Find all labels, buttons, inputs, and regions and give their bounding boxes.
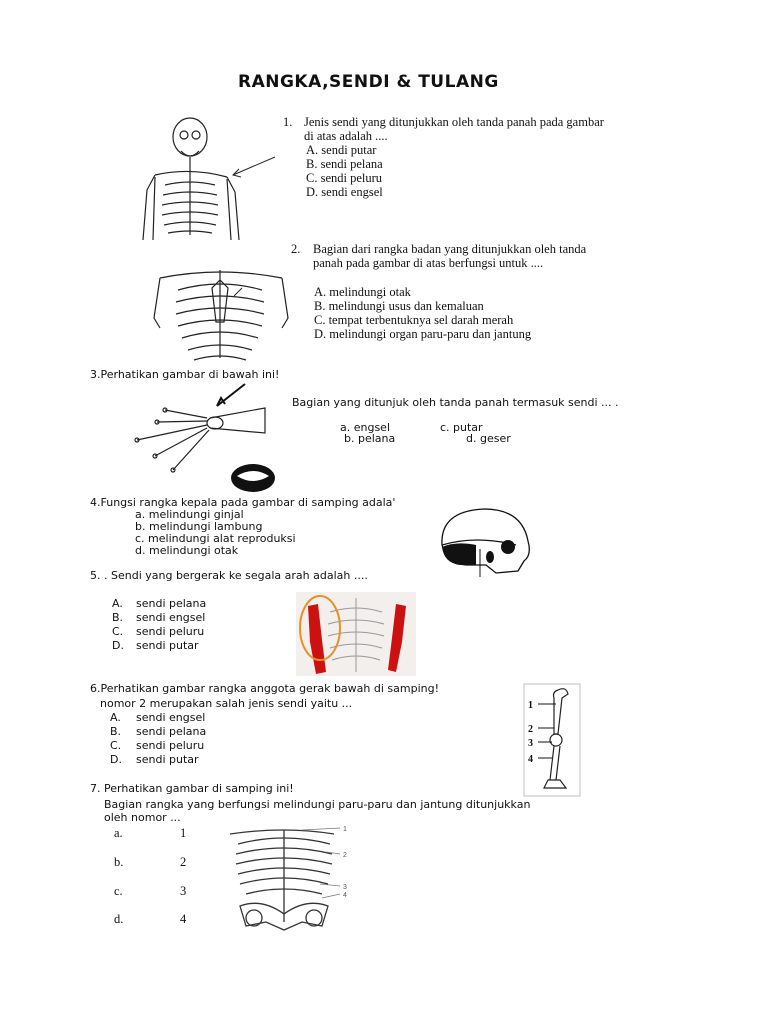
q7-letter-c: c. <box>114 884 123 898</box>
q6-letter-c: C. <box>110 739 122 752</box>
shoulder-joint-figure <box>296 592 416 676</box>
q3-option-a[interactable]: a. engsel <box>340 421 391 434</box>
q5-option-a[interactable]: sendi pelana <box>136 597 207 610</box>
q6-option-b[interactable]: sendi pelana <box>136 725 207 738</box>
q6-question-line1: 6.Perhatikan gambar rangka anggota gerak bawah di samping! <box>90 682 440 695</box>
q7-question-line2: Bagian rangka yang berfungsi melindungi paru-paru dan jantung ditunjukkan <box>104 798 531 811</box>
q5-option-d[interactable]: sendi putar <box>136 639 199 652</box>
q6-question-line2: nomor 2 merupakan salah jenis sendi yaitu ... <box>100 697 353 710</box>
q2-option-b[interactable]: B. melindungi usus dan kemaluan <box>314 299 484 313</box>
q1-option-d[interactable]: D. sendi engsel <box>306 185 383 199</box>
q7-question-line3: oleh nomor ... <box>104 811 181 824</box>
q5-option-b[interactable]: sendi engsel <box>136 611 206 624</box>
rib-cage-figure <box>150 258 300 368</box>
q3-option-d[interactable]: d. geser <box>466 432 511 445</box>
q2-number: 2. <box>291 242 301 256</box>
q4-option-b[interactable]: b. melindungi lambung <box>135 520 263 533</box>
q6-figure-label-3: 3 <box>528 738 533 749</box>
q2-option-d[interactable]: D. melindungi organ paru-paru dan jantung <box>314 327 532 341</box>
q3-option-b[interactable]: b. pelana <box>344 432 396 445</box>
q4-option-a[interactable]: a. melindungi ginjal <box>135 508 244 521</box>
q2-option-c[interactable]: C. tempat terbentuknya sel darah merah <box>314 313 514 327</box>
q6-figure-label-4: 4 <box>528 754 533 765</box>
q6-letter-d: D. <box>110 753 122 766</box>
q5-question: 5. . Sendi yang bergerak ke segala arah adalah .... <box>90 569 368 582</box>
q7-figure-label-4: 4 <box>343 892 347 899</box>
skeleton-upper-body-figure <box>135 115 285 245</box>
q6-letter-b: B. <box>110 725 122 738</box>
q1-question-line2: di atas adalah .... <box>304 129 388 143</box>
q4-option-c[interactable]: c. melindungi alat reproduksi <box>135 532 296 545</box>
q6-letter-a: A. <box>110 711 121 724</box>
q7-letter-d: d. <box>114 912 124 926</box>
q7-letter-a: a. <box>114 826 123 840</box>
hand-bones-figure <box>125 378 275 498</box>
q3-option-c[interactable]: c. putar <box>440 421 483 434</box>
q6-option-d[interactable]: sendi putar <box>136 753 199 766</box>
q1-option-a[interactable]: A. sendi putar <box>306 143 377 157</box>
leg-bones-figure <box>524 684 580 796</box>
q4-question: 4.Fungsi rangka kepala pada gambar di samping adala' <box>90 496 396 509</box>
q7-option-b[interactable]: 2 <box>180 855 187 869</box>
page-title: RANGKA,SENDI & TULANG <box>238 72 499 92</box>
q5-letter-b: B. <box>112 611 124 624</box>
q2-question-line1: Bagian dari rangka badan yang ditunjukkan oleh tanda <box>313 242 587 256</box>
q7-figure-label-2: 2 <box>343 852 347 859</box>
q6-figure-label-1: 1 <box>528 700 533 711</box>
q6-option-c[interactable]: sendi peluru <box>136 739 205 752</box>
q7-letter-b: b. <box>114 855 124 869</box>
skull-figure <box>436 505 536 580</box>
q1-number: 1. <box>283 115 293 129</box>
q1-option-c[interactable]: C. sendi peluru <box>306 171 383 185</box>
q7-figure-label-1: 1 <box>343 826 347 833</box>
q5-letter-d: D. <box>112 639 124 652</box>
q6-figure-label-2: 2 <box>528 724 533 735</box>
q7-figure-label-3: 3 <box>343 884 347 891</box>
q7-option-a[interactable]: 1 <box>180 826 187 840</box>
q3-intro: 3.Perhatikan gambar di bawah ini! <box>90 368 280 381</box>
q4-option-d[interactable]: d. melindungi otak <box>135 544 239 557</box>
q1-question-line1: Jenis sendi yang ditunjukkan oleh tanda panah pada gambar <box>304 115 604 129</box>
torso-skeleton-figure <box>222 822 358 934</box>
q5-option-c[interactable]: sendi peluru <box>136 625 205 638</box>
q2-option-a[interactable]: A. melindungi otak <box>314 285 411 299</box>
q3-question: Bagian yang ditunjuk oleh tanda panah termasuk sendi ... . <box>292 396 619 409</box>
q7-option-d[interactable]: 4 <box>180 912 187 926</box>
q1-option-b[interactable]: B. sendi pelana <box>306 157 383 171</box>
q7-option-c[interactable]: 3 <box>180 884 187 898</box>
q2-question-line2: panah pada gambar di atas berfungsi untuk .... <box>313 256 544 270</box>
q5-letter-a: A. <box>112 597 123 610</box>
q6-option-a[interactable]: sendi engsel <box>136 711 206 724</box>
q7-question-line1: 7. Perhatikan gambar di samping ini! <box>90 782 294 795</box>
q5-letter-c: C. <box>112 625 124 638</box>
